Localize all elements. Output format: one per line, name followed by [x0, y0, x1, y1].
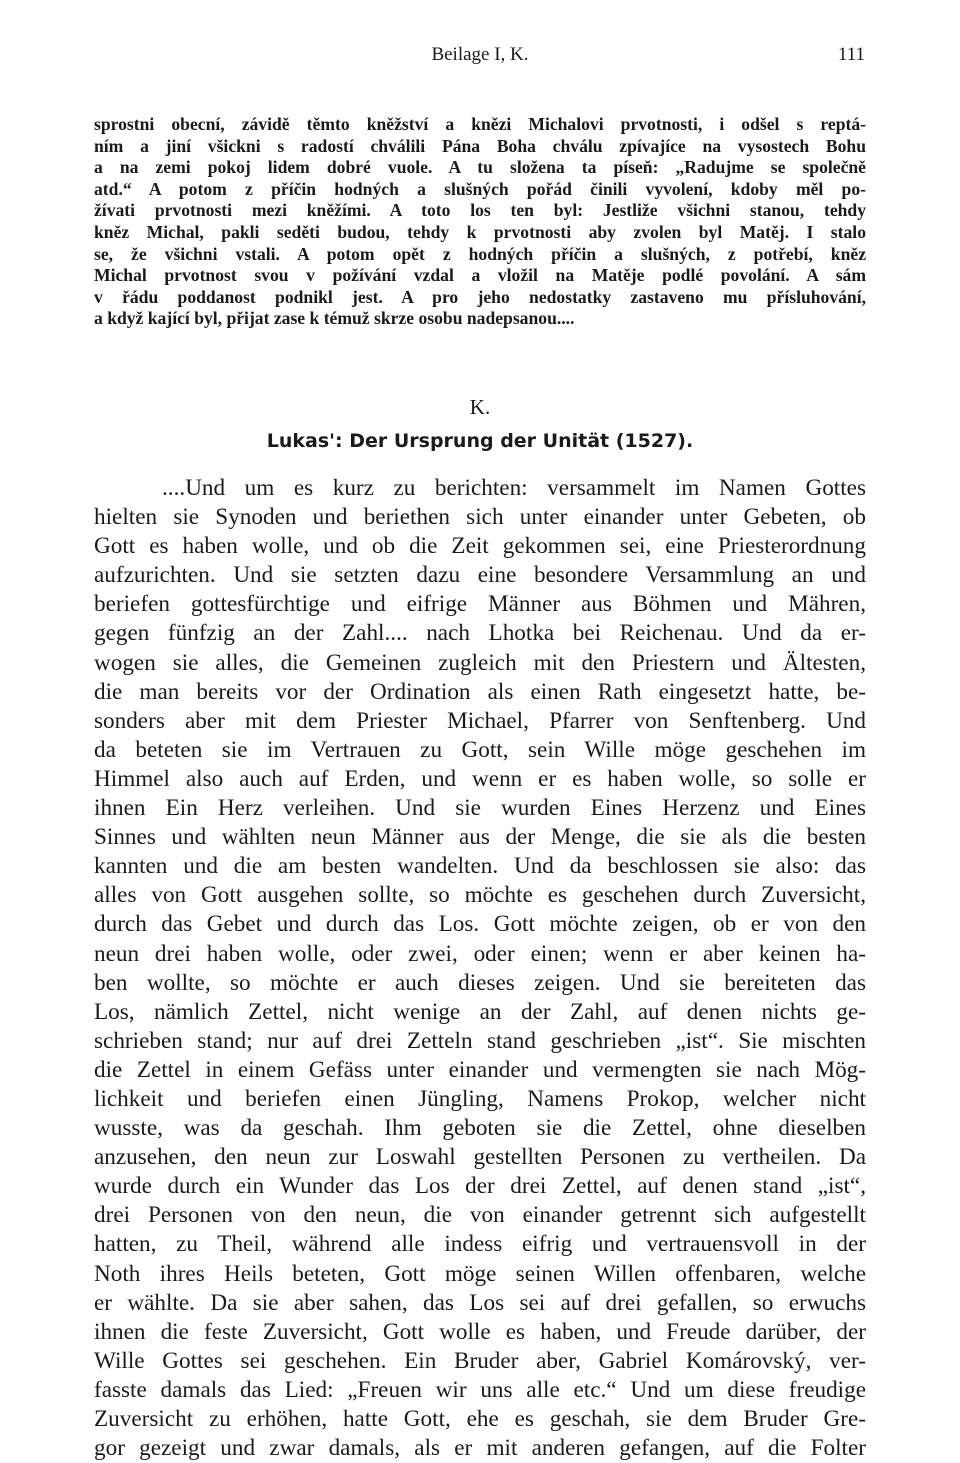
german-body-text [94, 474, 866, 1463]
section-letter: K. [469, 395, 491, 419]
text-line: neun drei haben wolle, oder zwei, oder einen; wenn er aber keinen ha- [94, 940, 866, 967]
text-line: a když kající byl, přijat zase k témuž skrze osobu nadepsanou.... [94, 308, 575, 329]
text-line: ....Und um es kurz zu berichten: versammelt im Namen Gottes [162, 475, 866, 501]
text-line: schrieben stand; nur auf drei Zetteln stand geschrieben „ist“. Sie mischten [94, 1027, 866, 1054]
text-line: durch das Gebet und durch das Los. Gott möchte zeigen, ob er von den [94, 911, 866, 938]
text-line: wurde durch ein Wunder das Los der drei Zettel, auf denen stand „ist“, [94, 1173, 866, 1200]
text-line: Zuversicht zu erhöhen, hatte Gott, ehe es geschah, sie dem Bruder Gre- [94, 1406, 866, 1432]
text-line: ben wollte, so möchte er auch dieses zeigen. Und sie bereiteten das [94, 969, 866, 996]
text-line: ním a jiní všickni s radostí chválili Pána Boha chválu zpívajíce na vysostech Bohu [94, 135, 866, 156]
text-line: gor gezeigt und zwar damals, als er mit anderen gefangen, auf die Folter [94, 1435, 866, 1462]
text-line: er wählte. Da sie aber sahen, das Los sei auf drei gefallen, so erwuchs [94, 1289, 866, 1316]
text-line: da beteten sie im Vertrauen zu Gott, sein Wille möge geschehen im [94, 736, 866, 763]
running-title: Beilage I, K. [431, 44, 529, 65]
text-line: Wille Gottes sei geschehen. Ein Bruder aber, Gabriel Komárovský, ver- [94, 1347, 866, 1374]
text-line: a na zemi pokoj lidem dobré vuole. A tu složena ta píseň: „Radujme se společně [94, 157, 866, 178]
text-line: gegen fünfzig an der Zahl.... nach Lhotka bei Reichenau. Und da er- [94, 620, 866, 647]
text-line: Michal prvotnost svou v požívání vzdal a vložil na Matěje podlé povolání. A sám [94, 265, 866, 286]
section-heading: Lukas': Der Ursprung der Unität (1527). [266, 430, 694, 452]
text-line: lichkeit und beriefen einen Jüngling, Namens Prokop, welcher nicht [94, 1085, 866, 1112]
text-line: fasste damals das Lied: „Freuen wir uns alle etc.“ Und um diese freudige [94, 1376, 866, 1403]
text-line: hielten sie Synoden und beriethen sich unter einander unter Gebeten, ob [94, 504, 866, 531]
text-line: atd.“ A potom z příčin hodných a slušných pořád činili vyvolení, kdoby měl po- [94, 178, 866, 199]
text-line: kněz Michal, pakli seděti budou, tehdy k prvotnosti aby zvolen byl Matěj. I stalo [94, 221, 866, 242]
text-line: anzusehen, den neun zur Loswahl gestellten Personen zu vertheilen. Da [94, 1144, 866, 1171]
text-line: hatten, zu Theil, während alle indess eifrig und vertrauensvoll in der [94, 1231, 866, 1258]
text-line: ihnen Ein Herz verleihen. Und sie wurden Eines Herzenz und Eines [94, 795, 866, 822]
text-line: wogen sie alles, die Gemeinen zugleich mit den Priestern und Ältesten, [94, 649, 866, 676]
text-line: wusste, was da geschah. Ihm geboten sie die Zettel, ohne dieselben [94, 1115, 866, 1142]
text-line: se, že všichni vstali. A potom opět z hodných příčin a slušných, z potřebí, kněz [94, 243, 866, 264]
text-line: Himmel also auch auf Erden, und wenn er es haben wolle, so solle er [94, 765, 866, 792]
text-line: v řádu poddanost podnikl jest. A pro jeho nedostatky zastaveno mu přísluhování, [94, 286, 866, 307]
text-line: kannten und die am besten wandelten. Und da beschlossen sie also: das [94, 853, 866, 880]
text-line: drei Personen von den neun, die von einander getrennt sich aufgestellt [94, 1202, 866, 1229]
czech-quotation-block [94, 114, 866, 330]
text-line: Gott es haben wolle, und ob die Zeit gekommen sei, eine Priesterordnung [94, 533, 866, 560]
running-header [95, 44, 865, 74]
text-line: die Zettel in einem Gefäss unter einander und vermengten sie nach Mög- [94, 1056, 866, 1083]
text-line: beriefen gottesfürchtige und eifrige Männer aus Böhmen und Mähren, [94, 591, 866, 618]
text-line: aufzurichten. Und sie setzten dazu eine besondere Versammlung an und [94, 562, 866, 589]
text-line: Sinnes und wählten neun Männer aus der Menge, die sie als die besten [94, 824, 866, 851]
page-number: 111 [837, 44, 865, 65]
text-line: Noth ihres Heils beteten, Gott möge seinen Willen offenbaren, welche [94, 1260, 866, 1287]
text-line: Los, nämlich Zettel, nicht wenige an der Zahl, auf denen nichts ge- [94, 998, 866, 1025]
text-line: sprostni obecní, závidě těmto kněžství a knězi Michalovi prvotnosti, i odšel s reptá- [94, 114, 866, 134]
text-line: žívati prvotnosti mezi kněžími. A toto los ten byl: Jestliže všichni stanou, tehdy [94, 200, 866, 221]
text-line: ihnen die feste Zuversicht, Gott wolle es haben, und Freude darüber, der [94, 1318, 866, 1345]
text-line: die man bereits vor der Ordination als einen Rath eingesetzt hatte, be- [94, 678, 866, 705]
text-line: sonders aber mit dem Priester Michael, Pfarrer von Senftenberg. Und [94, 707, 866, 734]
text-line: alles von Gott ausgehen sollte, so möchte es geschehen durch Zuversicht, [94, 882, 866, 909]
